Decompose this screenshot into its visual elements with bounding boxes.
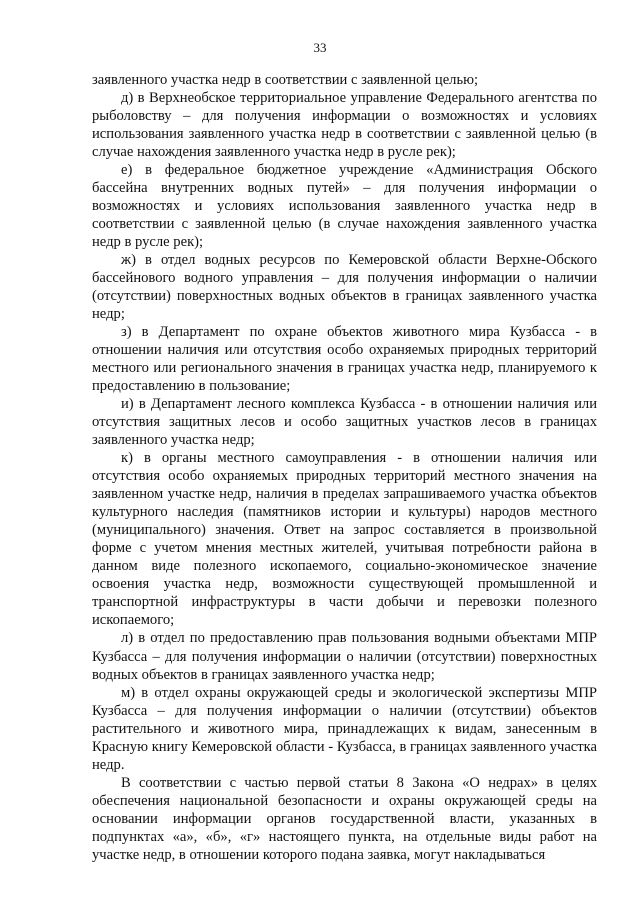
page-number: 33 (313, 40, 327, 55)
paragraph-article-8: В соответствии с частью первой статьи 8 Закона «О недрах» в целях обеспечения национальной безопасности и охраны окружающей среды на основании информации органов государственной власти, указанных в подпунктах «а», «б», «г» настоящего пункта, на отдельные виды работ на участке недр, в отношении которого подана заявка, могут накладываться (92, 774, 597, 863)
paragraph-item-zh: ж) в отдел водных ресурсов по Кемеровской области Верхне-Обского бассейнового водного управления – для получения информации о наличии (отсутствии) поверхностных водных объектов в границах заявленного участка недр; (92, 252, 597, 323)
paragraph-item-m: м) в отдел охраны окружающей среды и экологической экспертизы МПР Кузбасса – для получения информации о наличии (отсутствии) объектов растительного и животного мира, принадлежащих к видам, занесенным в Красную книгу Кемеровской области - Кузбасса, в границах заявленного участка недр. (92, 684, 597, 773)
paragraph-item-k: к) в органы местного самоуправления - в отношении наличия или отсутствия особо охраняемых природных территорий местного значения на заявленном участке недр, наличия в пределах запрашиваемого участка объектов культурного наследия (памятников истории и культуры) народов местного (муниципального) значения. Ответ на запрос составляется в произвольной форме с учетом мнения местных жителей, учитывая потребности района в данном виде полезного ископаемого, социально-экономическое значение освоения участка недр, возможности существующей промышленной и транспортной инфраструктуры в части добычи и перевозки полезного ископаемого; (92, 450, 597, 629)
paragraph-item-d: д) в Верхнеобское территориальное управление Федерального агентства по рыболовству – для получения информации о возможностях и условиях использования заявленного участка недр в соответствии с заявленной целью (в случае нахождения заявленного участка недр в русле рек); (92, 90, 597, 161)
paragraph-continuation: заявленного участка недр в соответствии с заявленной целью; (92, 72, 479, 88)
paragraph-item-e: е) в федеральное бюджетное учреждение «Администрация Обского бассейна внутренних водных путей» – для получения информации о возможностях и условиях использования заявленного участка недр в соответствии с заявленной целью (в случае нахождения заявленного участка недр в русле рек); (92, 162, 597, 251)
paragraph-item-z: з) в Департамент по охране объектов животного мира Кузбасса - в отношении наличия или отсутствия особо охраняемых природных территорий местного или регионального значения в границах участка недр, планируемого к предоставлению в пользование; (92, 324, 597, 395)
paragraph-item-l: л) в отдел по предоставлению прав пользования водными объектами МПР Кузбасса – для получения информации о наличии (отсутствии) поверхностных водных объектов в границах заявленного участка недр; (92, 630, 597, 683)
paragraph-item-i: и) в Департамент лесного комплекса Кузбасса - в отношении наличия или отсутствия защитных лесов и особо защитных участков лесов в границах заявленного участка недр; (92, 396, 597, 449)
body-text (92, 71, 597, 864)
